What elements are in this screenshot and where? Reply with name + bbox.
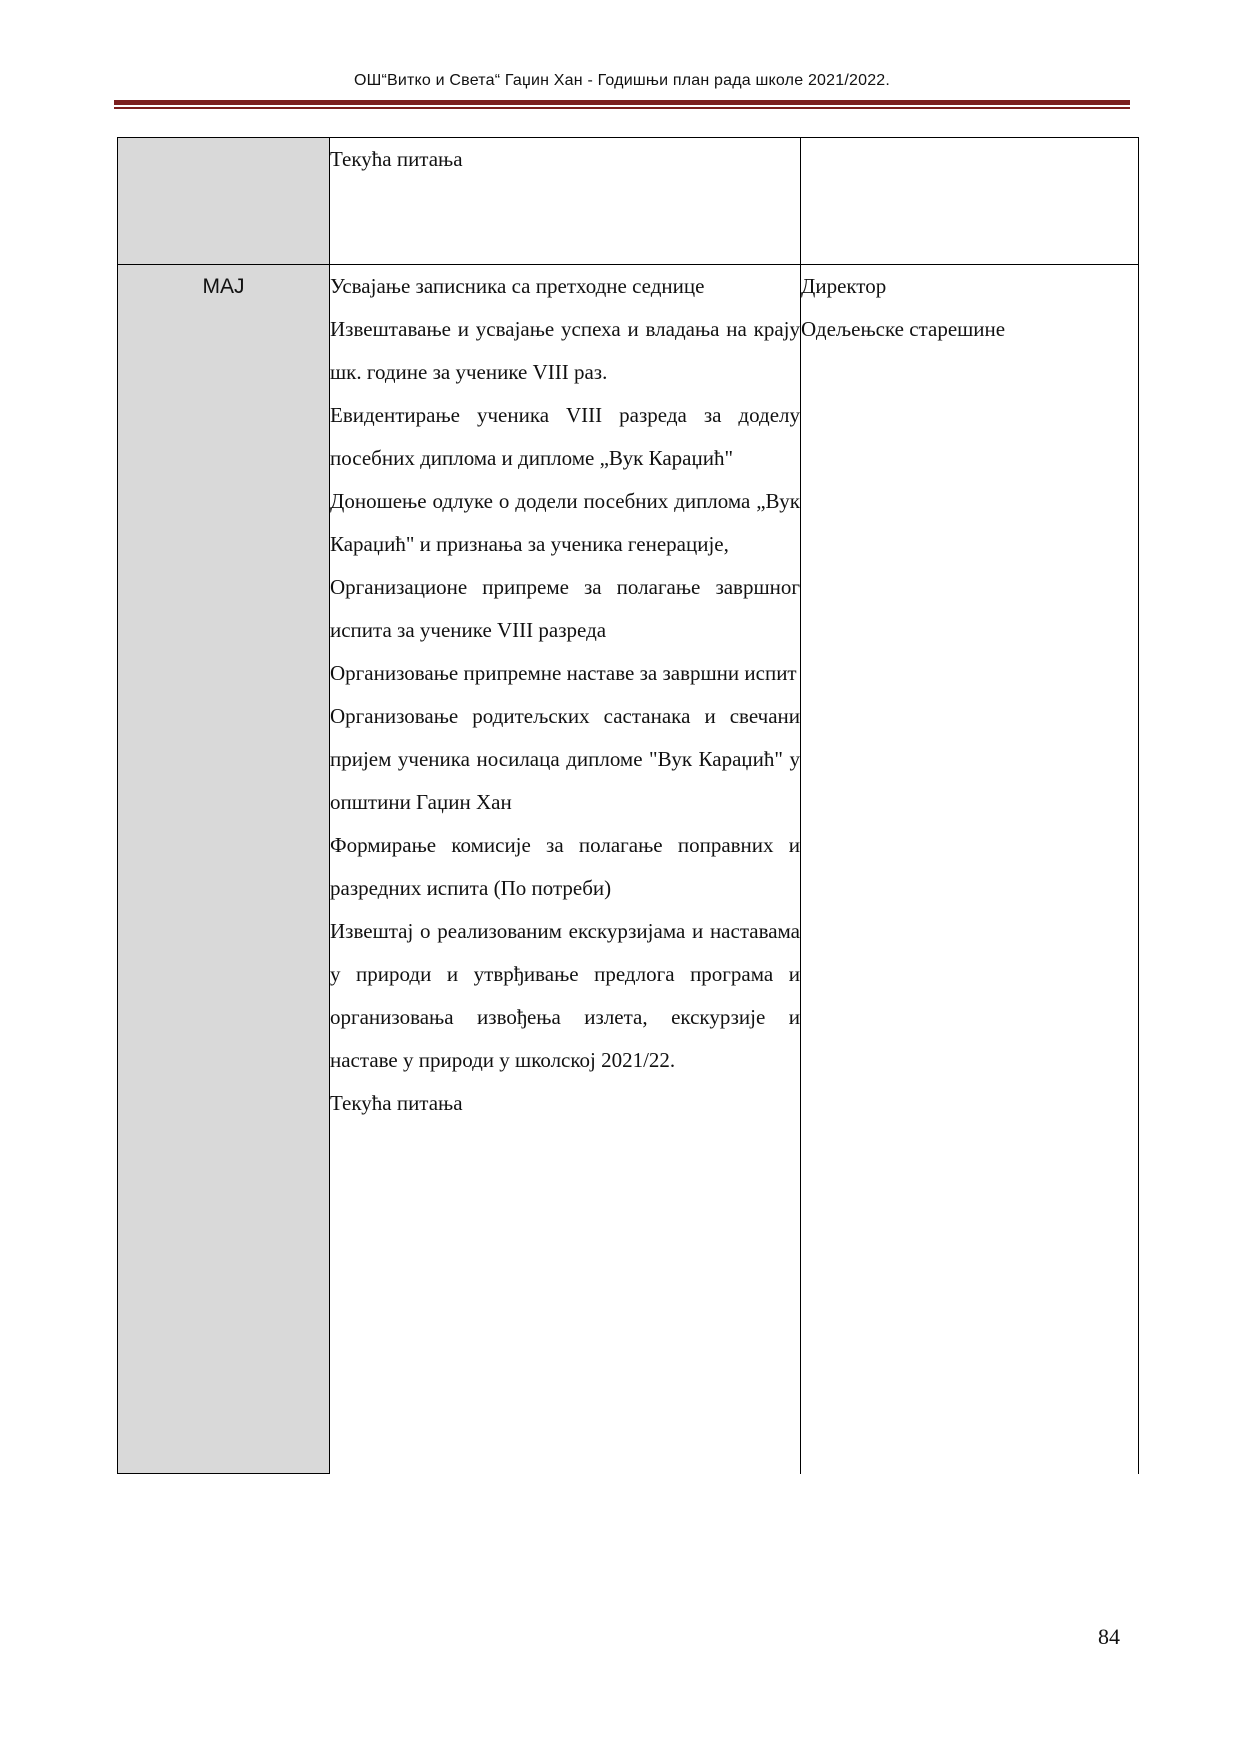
header-rule-thick bbox=[114, 100, 1130, 105]
responsible-cell bbox=[801, 265, 1139, 1474]
responsible-person: Одељењске старешине bbox=[801, 317, 1006, 341]
activity-item: Организовање родитељских састанака и свечани пријем ученика носилаца дипломе "Вук Караџић" у општини Гаџин Хан bbox=[330, 704, 800, 814]
activity-item: Доношење одлуке о додели посебних диплома „Вук Караџић" и признања за ученика генерације, bbox=[330, 489, 800, 556]
header-rule-thin bbox=[114, 107, 1130, 109]
activity-item: Организационе припреме за полагање завршног испита за ученике VIII разреда bbox=[330, 575, 800, 642]
activities-cell bbox=[330, 265, 801, 1474]
activity-item: Текућа питања bbox=[330, 1091, 463, 1115]
activity-item: Усвајање записника са претходне седнице bbox=[330, 274, 705, 298]
activities-cell bbox=[330, 138, 801, 265]
activity-item: Извештавање и усвајање успеха и владања на крају шк. године за ученике VIII раз. bbox=[330, 317, 800, 384]
month-cell bbox=[118, 138, 330, 265]
page-number: 84 bbox=[1098, 1624, 1120, 1649]
table-row bbox=[118, 138, 1139, 265]
responsible-cell bbox=[801, 138, 1139, 265]
activity-item: Формирање комисије за полагање поправних и разредних испита (По потреби) bbox=[330, 833, 800, 900]
activity-item: Текућа питања bbox=[330, 147, 463, 171]
plan-table bbox=[117, 137, 1139, 1474]
month-cell: МАЈ bbox=[118, 265, 330, 1474]
document-header: ОШ“Витко и Света“ Гаџин Хан - Годишњи план рада школе 2021/2022. bbox=[353, 72, 891, 89]
activity-item: Организовање припремне наставе за завршни испит bbox=[330, 661, 797, 685]
table-row bbox=[118, 265, 1139, 1474]
responsible-person: Директор bbox=[801, 274, 887, 298]
activity-item: Извештај о реализованим екскурзијама и наставама у природи и утврђивање предлога програма и организовања извођења излета, екскурзије и наставе у природи у школској 2021/22. bbox=[330, 919, 800, 1072]
activity-item: Евидентирање ученика VIII разреда за доделу посебних диплома и дипломе „Вук Караџић" bbox=[330, 403, 800, 470]
